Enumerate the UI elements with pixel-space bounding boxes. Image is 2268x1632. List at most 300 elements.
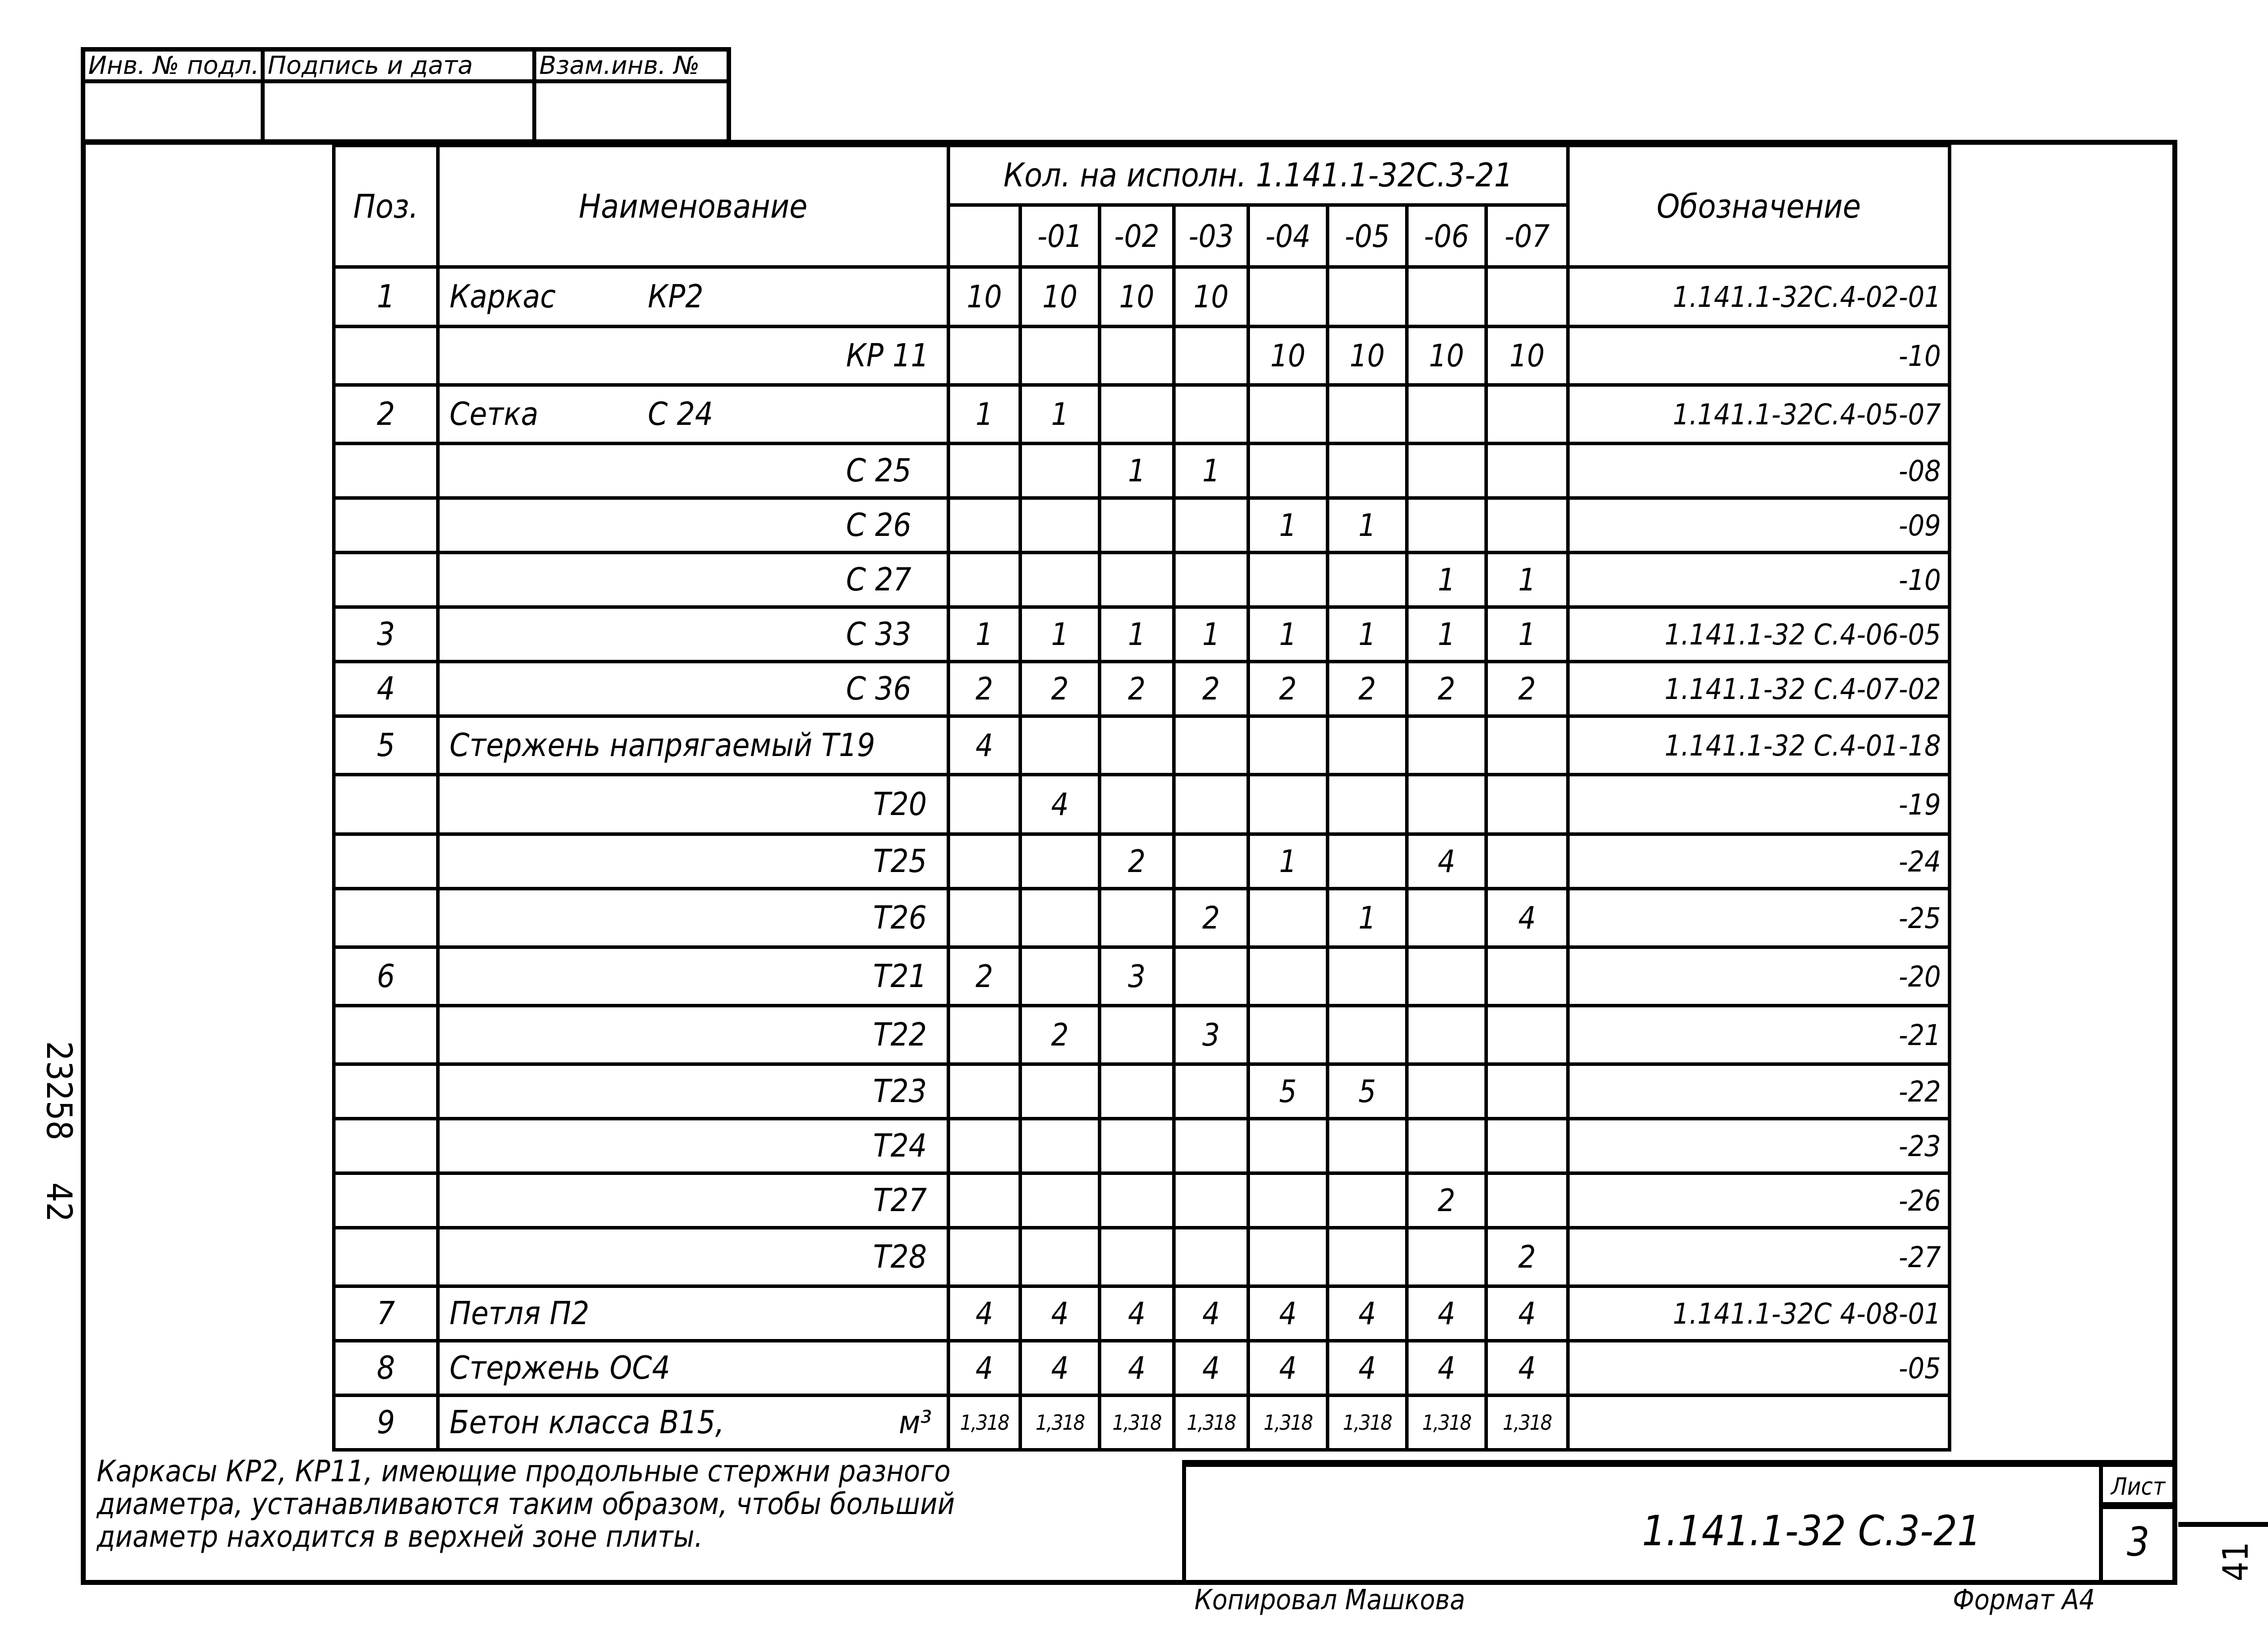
- cell-qty: [1021, 834, 1100, 889]
- cell-pos: [334, 1173, 438, 1228]
- table-row: [334, 1173, 1950, 1228]
- cell-name: [438, 498, 949, 553]
- cell-qty: 4: [1100, 1286, 1174, 1341]
- cell-qty: [1174, 327, 1248, 385]
- cell-pos: [334, 1119, 438, 1173]
- cell-qty: [1174, 1173, 1248, 1228]
- cell-qty: [1407, 889, 1486, 947]
- cell-qty: [1100, 889, 1174, 947]
- cell-qty: 2: [1100, 662, 1174, 716]
- cell-qty: [1328, 553, 1407, 607]
- cell-name: [438, 1341, 949, 1396]
- cell-qty: [1486, 444, 1568, 498]
- cell-qty: 1,318: [1100, 1396, 1174, 1450]
- note-line: Каркасы КР2, КР11, имеющие продольные стержни разного: [97, 1454, 951, 1489]
- cell-qty: [1100, 498, 1174, 553]
- cell-qty: 4: [1486, 1341, 1568, 1396]
- cell-designation: -19: [1568, 775, 1950, 834]
- cell-qty: [1248, 1006, 1328, 1064]
- cell-pos: [334, 553, 438, 607]
- table-row: [334, 1286, 1950, 1341]
- cell-qty: [1407, 1006, 1486, 1064]
- cell-qty: [1407, 775, 1486, 834]
- cell-qty: [1486, 498, 1568, 553]
- table-row: [334, 947, 1950, 1006]
- cell-qty: [949, 1064, 1021, 1119]
- cell-qty: 1,318: [1407, 1396, 1486, 1450]
- cell-qty: 1,318: [1328, 1396, 1407, 1450]
- cell-qty: [949, 1228, 1021, 1286]
- cell-qty: [1407, 1228, 1486, 1286]
- cell-designation: -08: [1568, 444, 1950, 498]
- cell-qty: [1174, 498, 1248, 553]
- cell-name: Т22: [438, 1006, 949, 1064]
- cell-qty: [1100, 385, 1174, 444]
- document-code: 1.141.1-32 С.3-21: [1642, 1507, 1982, 1555]
- cell-pos: 3: [334, 607, 438, 662]
- cell-qty: [949, 553, 1021, 607]
- cell-qty: 4: [1174, 1341, 1248, 1396]
- item-name: Сетка: [450, 396, 539, 433]
- cell-qty: 5: [1248, 1064, 1328, 1119]
- cell-qty: [1100, 1228, 1174, 1286]
- stamp-header-signature-date: Подпись и дата: [265, 52, 536, 83]
- cell-qty: [1100, 716, 1174, 775]
- cell-designation: [1568, 1396, 1950, 1450]
- item-mark: КР2: [648, 278, 704, 315]
- item-mark: С 24: [648, 396, 713, 433]
- sheet-cell: [2099, 1467, 2173, 1581]
- cell-name: Т24: [438, 1119, 949, 1173]
- cell-qty: [1407, 498, 1486, 553]
- cell-qty: [1174, 834, 1248, 889]
- cell-qty: 1: [1486, 553, 1568, 607]
- cell-qty: 1,318: [1174, 1396, 1248, 1450]
- cell-qty: 2: [1328, 662, 1407, 716]
- cell-qty: 4: [1328, 1286, 1407, 1341]
- cell-qty: [1407, 267, 1486, 327]
- cell-qty: 1: [1174, 607, 1248, 662]
- header-qty-col: [949, 205, 1021, 267]
- cell-qty: [1328, 267, 1407, 327]
- cell-pos: [334, 444, 438, 498]
- cell-qty: 1: [1248, 498, 1328, 553]
- header-qty-col: -05: [1328, 205, 1407, 267]
- cell-qty: [1021, 1064, 1100, 1119]
- cell-qty: [1174, 947, 1248, 1006]
- table-row: [334, 1006, 1950, 1064]
- cell-pos: [334, 1228, 438, 1286]
- cell-qty: [1486, 834, 1568, 889]
- cell-qty: [1021, 498, 1100, 553]
- cell-qty: 4: [1407, 834, 1486, 889]
- item-mark: С 27: [846, 561, 911, 598]
- table-row: [334, 889, 1950, 947]
- sheet-label: Лист: [2103, 1467, 2173, 1509]
- cell-designation: -10: [1568, 553, 1950, 607]
- cell-qty: [1174, 716, 1248, 775]
- table-row: [334, 267, 1950, 327]
- cell-qty: 4: [1328, 1341, 1407, 1396]
- cell-qty: 4: [1021, 1341, 1100, 1396]
- cell-designation: 1.141.1-32С 4-08-01: [1568, 1286, 1950, 1341]
- cell-designation: -09: [1568, 498, 1950, 553]
- cell-qty: [1100, 1064, 1174, 1119]
- cell-qty: 4: [1248, 1286, 1328, 1341]
- cell-qty: [1328, 444, 1407, 498]
- cell-pos: 8: [334, 1341, 438, 1396]
- stamp-header-replacement-inventory: Взам.инв. №: [536, 52, 727, 83]
- margin-number-right: 41: [2215, 1541, 2256, 1581]
- cell-designation: -24: [1568, 834, 1950, 889]
- cell-qty: 1: [949, 385, 1021, 444]
- table-row: [334, 1396, 1950, 1450]
- cell-qty: [1100, 1173, 1174, 1228]
- header-qty-col: -04: [1248, 205, 1328, 267]
- cell-qty: 1: [1407, 553, 1486, 607]
- cell-qty: [1486, 947, 1568, 1006]
- cell-pos: 1: [334, 267, 438, 327]
- cell-qty: 2: [1174, 662, 1248, 716]
- item-name: Стержень напрягаемый Т19: [450, 727, 875, 764]
- cell-qty: 4: [949, 1286, 1021, 1341]
- cell-qty: [1486, 267, 1568, 327]
- cell-qty: [1328, 1119, 1407, 1173]
- header-designation: Обозначение: [1568, 146, 1950, 267]
- cell-qty: [1021, 947, 1100, 1006]
- cell-qty: [1486, 716, 1568, 775]
- table-row: [334, 1228, 1950, 1286]
- cell-qty: 1: [1248, 834, 1328, 889]
- cell-qty: [1021, 553, 1100, 607]
- table-row: [334, 834, 1950, 889]
- cell-qty: 10: [1328, 327, 1407, 385]
- cell-pos: [334, 327, 438, 385]
- cell-pos: [334, 775, 438, 834]
- cell-designation: -21: [1568, 1006, 1950, 1064]
- cell-qty: [1021, 889, 1100, 947]
- item-mark: С 33: [846, 616, 911, 653]
- cell-qty: 1: [1328, 889, 1407, 947]
- cell-designation: -05: [1568, 1341, 1950, 1396]
- cell-qty: [1100, 1006, 1174, 1064]
- cell-qty: [1486, 1119, 1568, 1173]
- item-name: Каркас: [450, 278, 556, 315]
- cell-qty: 4: [949, 1341, 1021, 1396]
- cell-qty: 10: [949, 267, 1021, 327]
- cell-qty: 10: [1486, 327, 1568, 385]
- cell-qty: [1486, 385, 1568, 444]
- table-row: [334, 1341, 1950, 1396]
- cell-qty: [1100, 775, 1174, 834]
- cell-designation: -26: [1568, 1173, 1950, 1228]
- cell-designation: -10: [1568, 327, 1950, 385]
- cell-pos: 7: [334, 1286, 438, 1341]
- cell-qty: [949, 1006, 1021, 1064]
- cell-qty: [1407, 385, 1486, 444]
- cell-qty: [1248, 444, 1328, 498]
- cell-pos: [334, 889, 438, 947]
- item-mark: КР 11: [846, 337, 929, 374]
- cell-qty: 2: [1021, 1006, 1100, 1064]
- cell-name: [438, 1286, 949, 1341]
- cell-qty: [1407, 947, 1486, 1006]
- cell-qty: 2: [949, 662, 1021, 716]
- cell-qty: 10: [1100, 267, 1174, 327]
- stamp-box: [81, 47, 731, 144]
- cell-pos: [334, 1006, 438, 1064]
- cell-pos: 9: [334, 1396, 438, 1450]
- cell-qty: 1: [1328, 498, 1407, 553]
- cell-qty: 1: [1021, 385, 1100, 444]
- cell-qty: [1486, 1064, 1568, 1119]
- cell-qty: [1248, 553, 1328, 607]
- table-row: [334, 553, 1950, 607]
- cell-qty: [1021, 1119, 1100, 1173]
- header-qty-col: -03: [1174, 205, 1248, 267]
- cell-name: Т23: [438, 1064, 949, 1119]
- cell-name: [438, 553, 949, 607]
- cell-qty: [949, 444, 1021, 498]
- cell-qty: 10: [1407, 327, 1486, 385]
- cell-name: [438, 662, 949, 716]
- cell-qty: [1328, 775, 1407, 834]
- cell-name: [438, 607, 949, 662]
- cell-pos: 4: [334, 662, 438, 716]
- cell-qty: 1: [1486, 607, 1568, 662]
- cell-qty: [1174, 553, 1248, 607]
- table-row: [334, 327, 1950, 385]
- table-row: [334, 662, 1950, 716]
- table-row: [334, 775, 1950, 834]
- cell-qty: [949, 327, 1021, 385]
- cell-qty: 2: [1021, 662, 1100, 716]
- cell-qty: 2: [1248, 662, 1328, 716]
- cell-qty: 2: [1174, 889, 1248, 947]
- stamp-value-replacement-inventory: [536, 83, 727, 139]
- copied-by: Копировал Машкова: [1194, 1584, 1466, 1616]
- cell-qty: [1021, 444, 1100, 498]
- cell-name: Т25: [438, 834, 949, 889]
- cell-qty: [1407, 1119, 1486, 1173]
- cell-name: Т20: [438, 775, 949, 834]
- cell-qty: 3: [1174, 1006, 1248, 1064]
- cell-qty: 10: [1248, 327, 1328, 385]
- cell-pos: 6: [334, 947, 438, 1006]
- note-line: диаметра, устанавливаются таким образом, чтобы больший: [97, 1487, 955, 1521]
- cell-name: Т27: [438, 1173, 949, 1228]
- table-row: [334, 716, 1950, 775]
- cell-qty: [949, 889, 1021, 947]
- cell-qty: 1: [1328, 607, 1407, 662]
- cell-qty: 4: [1174, 1286, 1248, 1341]
- cell-qty: [1174, 1119, 1248, 1173]
- item-mark: С 26: [846, 507, 911, 544]
- table-row: [334, 385, 1950, 444]
- cell-qty: [1407, 1064, 1486, 1119]
- cell-pos: [334, 834, 438, 889]
- item-name: Бетон класса В15,: [450, 1404, 725, 1441]
- cell-qty: 10: [1174, 267, 1248, 327]
- cell-qty: 4: [1486, 1286, 1568, 1341]
- cell-designation: -20: [1568, 947, 1950, 1006]
- cell-name: [438, 267, 949, 327]
- cell-qty: 2: [1407, 662, 1486, 716]
- cell-designation: 1.141.1-32С.4-02-01: [1568, 267, 1950, 327]
- item-mark: С 36: [846, 670, 911, 707]
- cell-qty: 1,318: [1021, 1396, 1100, 1450]
- header-qty-col: -07: [1486, 205, 1568, 267]
- cell-qty: 4: [1021, 1286, 1100, 1341]
- cell-qty: [1248, 1119, 1328, 1173]
- stamp-header-inventory: Инв. № подл.: [85, 52, 265, 83]
- item-mark: м³: [899, 1404, 932, 1441]
- cell-name: [438, 1396, 949, 1450]
- cell-qty: 3: [1100, 947, 1174, 1006]
- cell-qty: [1174, 1228, 1248, 1286]
- cell-qty: 1,318: [949, 1396, 1021, 1450]
- cell-qty: [1486, 1006, 1568, 1064]
- item-mark: С 25: [846, 452, 911, 489]
- cell-qty: [1328, 1006, 1407, 1064]
- cell-qty: [1174, 385, 1248, 444]
- cell-qty: 4: [1407, 1341, 1486, 1396]
- cell-qty: [1248, 947, 1328, 1006]
- cell-qty: 4: [1407, 1286, 1486, 1341]
- cell-pos: 2: [334, 385, 438, 444]
- cell-qty: [1328, 834, 1407, 889]
- cell-qty: 4: [1486, 889, 1568, 947]
- cell-qty: 4: [1248, 1341, 1328, 1396]
- cell-designation: -25: [1568, 889, 1950, 947]
- cell-pos: [334, 498, 438, 553]
- margin-number-archive: 23258: [39, 1041, 79, 1141]
- header-qty-group: Кол. на исполн. 1.141.1-32С.3-21: [949, 146, 1568, 205]
- title-block: [1182, 1460, 2173, 1581]
- cell-pos: 5: [334, 716, 438, 775]
- header-name: Наименование: [438, 146, 949, 267]
- header-qty-col: -01: [1021, 205, 1100, 267]
- header-qty-col: -02: [1100, 205, 1174, 267]
- cell-qty: [1328, 716, 1407, 775]
- cell-qty: [949, 1119, 1021, 1173]
- cell-qty: 10: [1021, 267, 1100, 327]
- stamp-value-signature-date: [265, 83, 536, 139]
- cell-qty: [949, 775, 1021, 834]
- cell-qty: [1021, 1228, 1100, 1286]
- cell-qty: [1021, 1173, 1100, 1228]
- cell-qty: [1248, 267, 1328, 327]
- specification-table: [332, 144, 1951, 1452]
- cell-qty: 4: [1100, 1341, 1174, 1396]
- cell-qty: 2: [1486, 662, 1568, 716]
- cell-qty: [1328, 947, 1407, 1006]
- cell-qty: [1248, 889, 1328, 947]
- cell-qty: [1248, 775, 1328, 834]
- cell-name: [438, 385, 949, 444]
- cell-qty: [1407, 444, 1486, 498]
- cell-name: [438, 716, 949, 775]
- cell-qty: 1: [949, 607, 1021, 662]
- paper-format: Формат А4: [1953, 1584, 2095, 1616]
- cell-qty: [949, 1173, 1021, 1228]
- cell-name: [438, 444, 949, 498]
- cell-qty: [1100, 1119, 1174, 1173]
- cell-qty: [1174, 1064, 1248, 1119]
- cell-qty: [1248, 1173, 1328, 1228]
- cell-name: Т28: [438, 1228, 949, 1286]
- cell-qty: [1328, 385, 1407, 444]
- cell-qty: 2: [1407, 1173, 1486, 1228]
- cell-qty: [1486, 1173, 1568, 1228]
- note-text: [97, 1455, 1187, 1553]
- cell-pos: [334, 1064, 438, 1119]
- cell-qty: [1248, 385, 1328, 444]
- cell-qty: [1174, 775, 1248, 834]
- cell-qty: 1,318: [1248, 1396, 1328, 1450]
- note-line: диаметр находится в верхней зоне плиты.: [97, 1519, 703, 1554]
- cell-qty: [1248, 716, 1328, 775]
- cell-qty: [1021, 716, 1100, 775]
- cell-name: Т26: [438, 889, 949, 947]
- cell-qty: 1: [1248, 607, 1328, 662]
- cell-qty: [1100, 327, 1174, 385]
- cell-qty: [949, 834, 1021, 889]
- cell-qty: 1: [1100, 607, 1174, 662]
- cell-qty: [1328, 1173, 1407, 1228]
- sheet-number: 3: [2127, 1519, 2150, 1565]
- table-row: [334, 444, 1950, 498]
- cell-qty: [949, 498, 1021, 553]
- cell-qty: 1: [1021, 607, 1100, 662]
- item-name: Стержень ОС4: [450, 1349, 671, 1387]
- cell-qty: 4: [949, 716, 1021, 775]
- cell-qty: [1100, 553, 1174, 607]
- cell-designation: 1.141.1-32С.4-05-07: [1568, 385, 1950, 444]
- table-row: [334, 1119, 1950, 1173]
- cell-qty: 1: [1100, 444, 1174, 498]
- cell-name: [438, 327, 949, 385]
- cell-qty: 5: [1328, 1064, 1407, 1119]
- cell-designation: 1.141.1-32 С.4-07-02: [1568, 662, 1950, 716]
- cell-name: Т21: [438, 947, 949, 1006]
- cell-qty: 1,318: [1486, 1396, 1568, 1450]
- cell-qty: 2: [1100, 834, 1174, 889]
- table-row: [334, 607, 1950, 662]
- cell-qty: 4: [1021, 775, 1100, 834]
- header-qty-col: -06: [1407, 205, 1486, 267]
- cell-qty: [1021, 327, 1100, 385]
- cell-qty: 2: [949, 947, 1021, 1006]
- cell-designation: -23: [1568, 1119, 1950, 1173]
- cell-qty: [1407, 716, 1486, 775]
- margin-tick: [2178, 1522, 2268, 1527]
- table-row: [334, 498, 1950, 553]
- cell-designation: -22: [1568, 1064, 1950, 1119]
- cell-qty: [1328, 1228, 1407, 1286]
- cell-qty: 1: [1174, 444, 1248, 498]
- cell-qty: 1: [1407, 607, 1486, 662]
- table-row: [334, 1064, 1950, 1119]
- cell-qty: [1248, 1228, 1328, 1286]
- item-name: Петля П2: [450, 1295, 589, 1332]
- cell-designation: 1.141.1-32 С.4-01-18: [1568, 716, 1950, 775]
- cell-designation: -27: [1568, 1228, 1950, 1286]
- cell-qty: [1486, 775, 1568, 834]
- margin-number-page: 42: [39, 1182, 79, 1223]
- cell-designation: 1.141.1-32 С.4-06-05: [1568, 607, 1950, 662]
- stamp-value-inventory: [85, 83, 265, 139]
